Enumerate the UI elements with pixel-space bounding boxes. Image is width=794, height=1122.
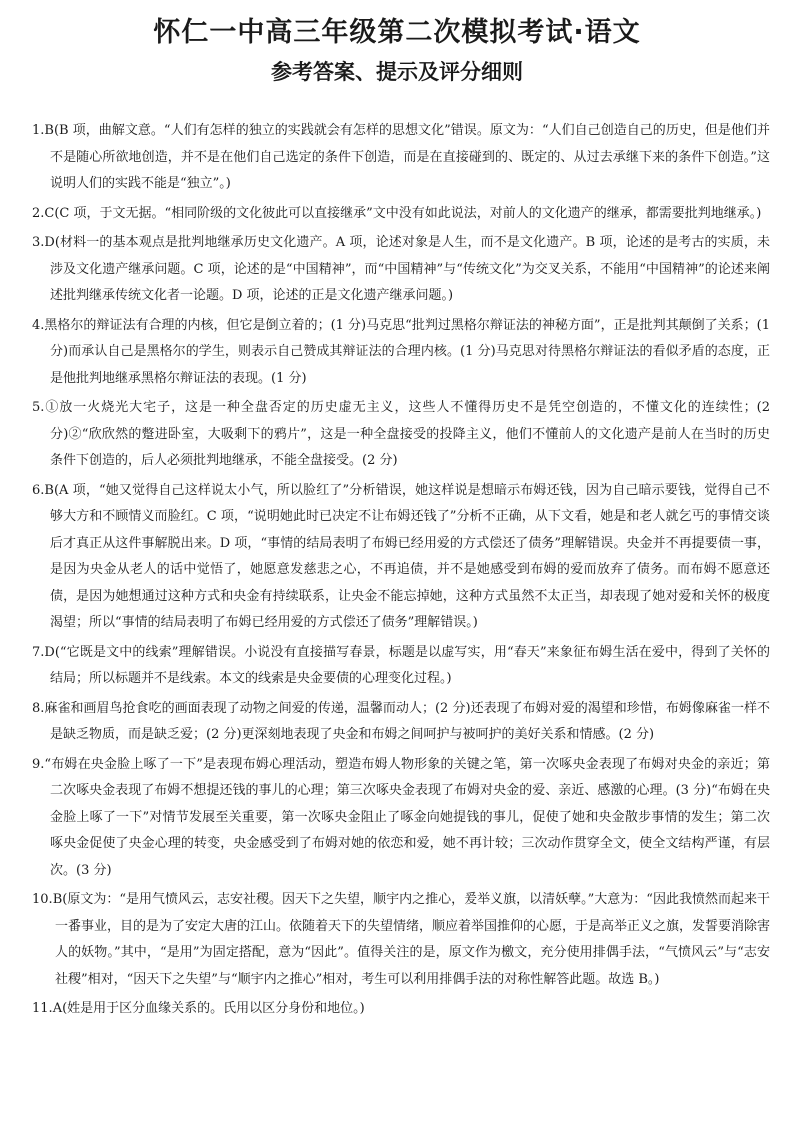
- answer-item-4: [32, 313, 770, 393]
- answer-item-1: [32, 118, 770, 198]
- answer-number: 11.: [32, 1001, 53, 1016]
- answer-number: 7.: [32, 644, 45, 660]
- answer-number: 3.: [32, 235, 45, 250]
- answer-text: B(A 项，“她又觉得自己这样说太小气，所以脸红了”分析错误，她这样说是想暗示布姆还钱，因为自己暗示要钱，觉得自己不够大方和不顾情义而脸红。C 项，“说明她此时已决定不让布姆还钱了”分析不正确，从下文看，她是和老人就乞丐的事情交谈后才真正从这件事解脱出来。D 项，“事情的结局表明了布姆已经用爱的方式偿还了债务”理解错误。央金并不再提要债一事，是因为央金从老人的话中觉悟了，她愿意发慈悲之心，不再追债，并不是她感受到布姆的爱而放弃了债务。而布姆不愿意还债，是因为她想通过这种方式和央金有持续联系，让央金不能忘掉她，这种方式虽然不太正当，却表现了她对爱和关怀的极度渴望；所以“事情的结局表明了布姆已经用爱的方式偿还了债务”理解错误。): [44, 482, 770, 630]
- answer-text: A(姓是用于区分血缘关系的。氏用以区分身份和地位。): [52, 1001, 365, 1016]
- answer-text: “布姆在央金脸上啄了一下”是表现布姆心理活动，塑造布姆人物形象的关键之笔，第一次啄央金表现了布姆对央金的亲近；第二次啄央金表现了布姆不想提还钱的事儿的心理；第三次啄央金表现了布姆对央金的爱、亲近、感激的心理。(3 分)“布姆在央金脸上啄了一下”对情节发展至关重要，第一次啄央金阻止了啄金向她提钱的事儿，促使了她和央金散步事情的发生；第二次啄央金促使了央金心理的转变，央金感受到了布姆对她的依恋和爱，她不再计较；三次动作贯穿全文，使全文结构严谨，有层次。(3 分): [44, 756, 770, 878]
- page-subtitle: 参考答案、提示及评分细则: [271, 60, 523, 84]
- answer-text: D(“它既是文中的线索”理解错误。小说没有直接描写春景，标题是以虚写实，用“春天”来象征布姆生活在爱中，得到了关怀的结局；所以标题并不是线索。本文的线索是央金要债的心理变化过程。): [44, 644, 770, 686]
- answer-text: 黑格尔的辩证法有合理的内核，但它是倒立着的；(1 分)马克思“批判过黑格尔辩证法的神秘方面”，正是批判其颠倒了关系；(1 分)而承认自己是黑格尔的学生，则表示自己赞成其辩证法的合理内核。(1 分)马克思对待黑格尔辩证法的看似矛盾的态度，正是他批判地继承黑格尔辩证法的表现。(1 分): [44, 317, 770, 386]
- answer-item-7: [32, 640, 770, 693]
- answer-text: ①放一火烧光大宅子，这是一种全盘否定的历史虚无主义，这些人不懂得历史不是凭空创造的，不懂文化的连续性；(2 分)②“欣欣然的蹩进卧室，大吸剩下的鸦片”，这是一种全盘接受的投降主义，他们不懂前人的文化遗产是前人在当时的历史条件下创造的，后人必须批判地继承，不能全盘接受。(2 分): [44, 400, 770, 468]
- answer-text: 麻雀和画眉鸟抢食吃的画面表现了动物之间爱的传递，温馨而动人；(2 分)还表现了布姆对爱的渴望和珍惜，布姆像麻雀一样不是缺乏物质，而是缺乏爱；(2 分)更深刻地表现了央金和布姆之间呵护与被呵护的美好关系和情感。(2 分): [44, 700, 770, 742]
- answer-item-11: [32, 996, 770, 1023]
- answer-item-2: [32, 201, 770, 228]
- answer-item-8: [32, 696, 770, 749]
- answer-item-3: [32, 230, 770, 310]
- answer-item-10: [32, 887, 770, 993]
- answer-number: 5.: [32, 400, 45, 415]
- answer-item-5: [32, 395, 770, 475]
- answer-number: 6.: [32, 482, 45, 498]
- answer-text: C(C 项，于文无据。“相同阶级的文化彼此可以直接继承”文中没有如此说法，对前人的文化遗产的继承，都需要批判地继承。): [44, 205, 762, 221]
- answer-item-6: [32, 478, 770, 637]
- answer-text: B(原文为：“是用气愤风云，志安社稷。因天下之失望，顺宇内之推心，爰举义旗，以清妖孽。”大意为：“因此我愤然而起来干一番事业，目的是为了安定大唐的江山。依随着天下的失望情绪，顺应着举国推仰的心愿，于是高举正义之旗，发誓要消除害人的妖物。”其中，“是用”为固定搭配，意为“因此”。值得关注的是，原文作为檄文，充分使用排偶手法，“气愤风云”与“志安社稷”相对，“因天下之失望”与“顺宇内之推心”相对，考生可以利用排偶手法的对称性解答此题。故选 B。): [52, 892, 771, 987]
- answer-number: 9.: [32, 756, 45, 772]
- answer-number: 4.: [32, 317, 45, 333]
- answer-number: 10.: [32, 892, 53, 907]
- answer-number: 2.: [32, 205, 45, 221]
- answer-text: B(B 项，曲解文意。“人们有怎样的独立的实践就会有怎样的思想文化”错误。原文为：“人们自己创造自己的历史，但是他们并不是随心所欲地创造，并不是在他们自己选定的条件下创造，而是在直接碰到的、既定的、从过去承继下来的条件下创造。”这说明人们的实践不能是“独立”。): [44, 123, 770, 191]
- answer-number: 8.: [32, 700, 45, 716]
- answer-text: D(材料一的基本观点是批判地继承历史文化遗产。A 项，论述对象是人生，而不是文化遗产。B 项，论述的是考古的实质，未涉及文化遗产继承问题。C 项，论述的是“中国精神”，而“中国精神”与“传统文化”为交叉关系，不能用“中国精神”的论述来阐述批判继承传统文化者一论题。D 项，论述的正是文化遗产继承问题。): [44, 235, 770, 303]
- page-title: 怀仁一中高三年级第二次模拟考试·语文: [153, 17, 641, 48]
- answer-item-9: [32, 752, 770, 885]
- answer-list: [32, 118, 770, 1026]
- answer-number: 1.: [32, 123, 45, 138]
